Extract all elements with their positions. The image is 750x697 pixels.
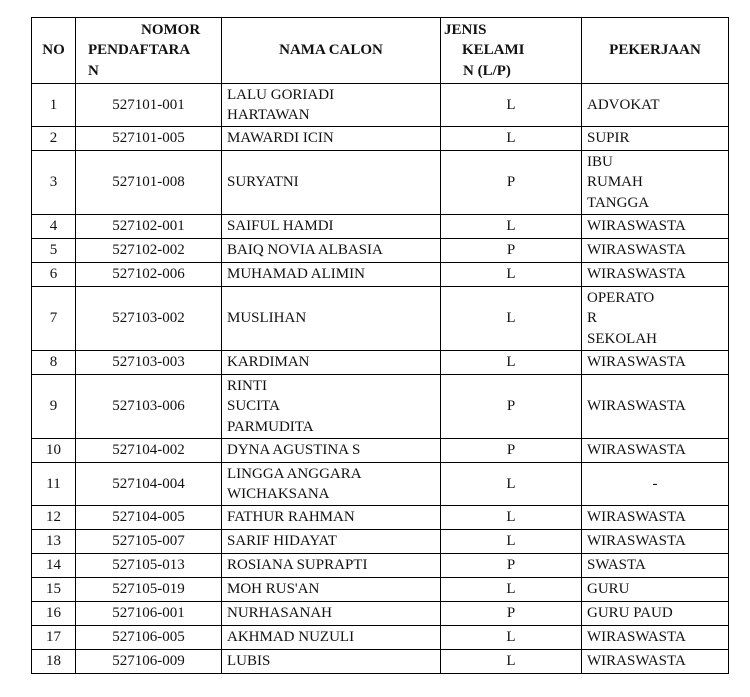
- cell-nama: SURYATNI: [222, 151, 441, 215]
- cell-nomor: 527106-001: [76, 602, 222, 626]
- header-nomor-line2: PENDAFTARA: [88, 42, 191, 59]
- cell-jenis-kelamin: L: [441, 215, 582, 239]
- cell-pekerjaan: ADVOKAT: [582, 84, 729, 127]
- cell-no: 9: [32, 375, 76, 439]
- table-row: [32, 578, 729, 602]
- cell-jenis-kelamin: L: [441, 287, 582, 351]
- table-row: [32, 351, 729, 375]
- cell-nama: MUSLIHAN: [222, 287, 441, 351]
- cell-pekerjaan: WIRASWASTA: [582, 375, 729, 439]
- cell-pekerjaan: WIRASWASTA: [582, 239, 729, 263]
- cell-jenis-kelamin: P: [441, 554, 582, 578]
- table-row: [32, 463, 729, 506]
- cell-jenis-kelamin: L: [441, 463, 582, 506]
- cell-jenis-kelamin: L: [441, 84, 582, 127]
- cell-pekerjaan: WIRASWASTA: [582, 263, 729, 287]
- table-row: [32, 215, 729, 239]
- cell-nama: MOH RUS'AN: [222, 578, 441, 602]
- table-row: [32, 127, 729, 151]
- cell-pekerjaan: WIRASWASTA: [582, 650, 729, 674]
- header-jenis-kelamin: [441, 18, 582, 84]
- cell-pekerjaan: WIRASWASTA: [582, 506, 729, 530]
- cell-no: 6: [32, 263, 76, 287]
- cell-no: 18: [32, 650, 76, 674]
- table-row: [32, 151, 729, 215]
- table-row: [32, 375, 729, 439]
- table-row: [32, 263, 729, 287]
- table-row: [32, 626, 729, 650]
- header-jk-line3: N (L/P): [463, 62, 511, 79]
- cell-nama: SARIF HIDAYAT: [222, 530, 441, 554]
- cell-nomor: 527103-002: [76, 287, 222, 351]
- cell-jenis-kelamin: L: [441, 626, 582, 650]
- cell-nama: RINTI SUCITA PARMUDITA: [222, 375, 441, 439]
- cell-nomor: 527102-002: [76, 239, 222, 263]
- cell-pekerjaan: SUPIR: [582, 127, 729, 151]
- header-no: NO: [32, 18, 76, 84]
- cell-jenis-kelamin: L: [441, 127, 582, 151]
- cell-no: 7: [32, 287, 76, 351]
- cell-nama: LUBIS: [222, 650, 441, 674]
- cell-jenis-kelamin: L: [441, 263, 582, 287]
- table-header-row: [32, 18, 729, 84]
- cell-pekerjaan: WIRASWASTA: [582, 626, 729, 650]
- cell-nama: FATHUR RAHMAN: [222, 506, 441, 530]
- table-row: [32, 239, 729, 263]
- cell-jenis-kelamin: P: [441, 602, 582, 626]
- cell-nomor: 527104-002: [76, 439, 222, 463]
- cell-nomor: 527106-005: [76, 626, 222, 650]
- cell-nama: BAIQ NOVIA ALBASIA: [222, 239, 441, 263]
- cell-nomor: 527105-019: [76, 578, 222, 602]
- cell-jenis-kelamin: L: [441, 506, 582, 530]
- cell-pekerjaan: -: [582, 463, 729, 506]
- cell-no: 10: [32, 439, 76, 463]
- cell-no: 12: [32, 506, 76, 530]
- cell-jenis-kelamin: L: [441, 530, 582, 554]
- cell-jenis-kelamin: P: [441, 239, 582, 263]
- cell-jenis-kelamin: L: [441, 650, 582, 674]
- table-row: [32, 439, 729, 463]
- cell-nama: NURHASANAH: [222, 602, 441, 626]
- cell-nomor: 527104-004: [76, 463, 222, 506]
- cell-no: 2: [32, 127, 76, 151]
- table-row: [32, 506, 729, 530]
- cell-no: 1: [32, 84, 76, 127]
- table-row: [32, 287, 729, 351]
- cell-nomor: 527101-005: [76, 127, 222, 151]
- cell-pekerjaan: SWASTA: [582, 554, 729, 578]
- table-row: [32, 650, 729, 674]
- cell-pekerjaan: WIRASWASTA: [582, 215, 729, 239]
- cell-pekerjaan: WIRASWASTA: [582, 351, 729, 375]
- cell-nama: SAIFUL HAMDI: [222, 215, 441, 239]
- cell-pekerjaan: GURU PAUD: [582, 602, 729, 626]
- cell-nomor: 527103-003: [76, 351, 222, 375]
- cell-nama: AKHMAD NUZULI: [222, 626, 441, 650]
- header-nama-calon: NAMA CALON: [222, 18, 441, 84]
- cell-jenis-kelamin: P: [441, 439, 582, 463]
- cell-nomor: 527101-001: [76, 84, 222, 127]
- cell-nomor: 527105-007: [76, 530, 222, 554]
- cell-nama: LALU GORIADI HARTAWAN: [222, 84, 441, 127]
- cell-nomor: 527106-009: [76, 650, 222, 674]
- cell-pekerjaan: OPERATO R SEKOLAH: [582, 287, 729, 351]
- cell-nama: LINGGA ANGGARA WICHAKSANA: [222, 463, 441, 506]
- cell-pekerjaan: WIRASWASTA: [582, 439, 729, 463]
- cell-nomor: 527102-006: [76, 263, 222, 287]
- cell-no: 11: [32, 463, 76, 506]
- cell-no: 8: [32, 351, 76, 375]
- cell-nama: DYNA AGUSTINA S: [222, 439, 441, 463]
- cell-jenis-kelamin: L: [441, 351, 582, 375]
- cell-nama: MUHAMAD ALIMIN: [222, 263, 441, 287]
- candidate-table: [31, 17, 729, 674]
- table-row: [32, 554, 729, 578]
- cell-no: 13: [32, 530, 76, 554]
- cell-nomor: 527104-005: [76, 506, 222, 530]
- cell-nomor: 527101-008: [76, 151, 222, 215]
- header-pekerjaan: PEKERJAAN: [582, 18, 729, 84]
- cell-no: 17: [32, 626, 76, 650]
- header-nomor-pendaftaran: [76, 18, 222, 84]
- cell-nomor: 527103-006: [76, 375, 222, 439]
- cell-nomor: 527102-001: [76, 215, 222, 239]
- cell-nama: MAWARDI ICIN: [222, 127, 441, 151]
- cell-no: 14: [32, 554, 76, 578]
- cell-no: 16: [32, 602, 76, 626]
- header-nomor-line1: NOMOR: [141, 21, 201, 38]
- cell-no: 5: [32, 239, 76, 263]
- cell-pekerjaan: GURU: [582, 578, 729, 602]
- table-row: [32, 530, 729, 554]
- cell-nomor: 527105-013: [76, 554, 222, 578]
- cell-nama: KARDIMAN: [222, 351, 441, 375]
- cell-jenis-kelamin: L: [441, 578, 582, 602]
- cell-jenis-kelamin: P: [441, 375, 582, 439]
- cell-pekerjaan: IBU RUMAH TANGGA: [582, 151, 729, 215]
- cell-no: 3: [32, 151, 76, 215]
- cell-no: 4: [32, 215, 76, 239]
- table-row: [32, 84, 729, 127]
- header-jk-line2: KELAMI: [462, 42, 525, 59]
- table-row: [32, 602, 729, 626]
- header-nomor-line3: N: [88, 62, 99, 79]
- cell-jenis-kelamin: P: [441, 151, 582, 215]
- cell-nama: ROSIANA SUPRAPTI: [222, 554, 441, 578]
- cell-pekerjaan: WIRASWASTA: [582, 530, 729, 554]
- cell-no: 15: [32, 578, 76, 602]
- header-jk-line1: JENIS: [444, 21, 487, 38]
